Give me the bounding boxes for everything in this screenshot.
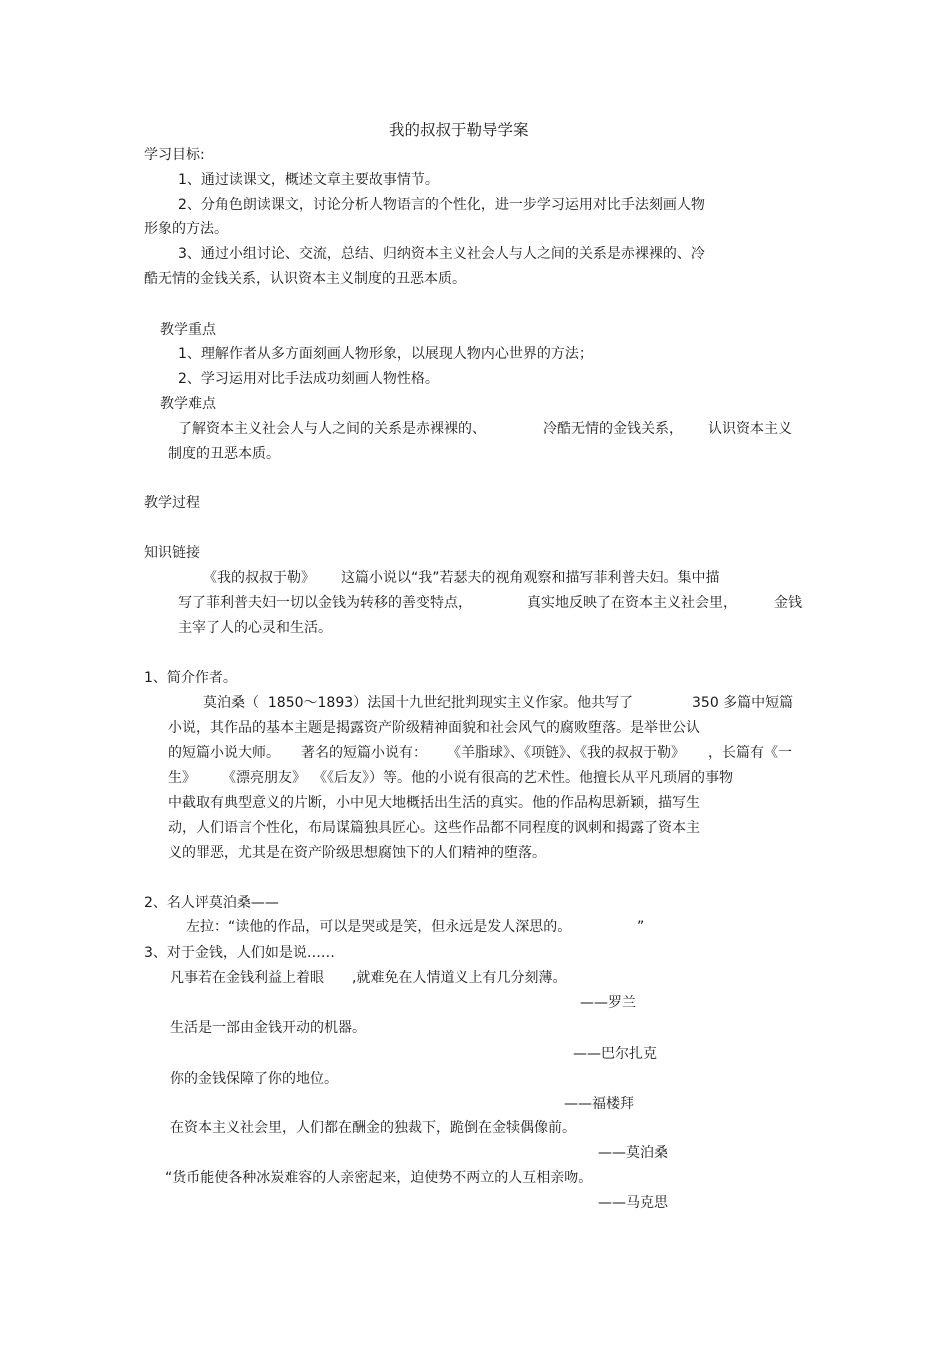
key-point-2: 2、学习运用对比手法成功刻画人物性格。	[178, 371, 439, 387]
knowledge-line-2c: 金钱	[774, 595, 802, 611]
goal-item-2-line-1: 2、分角色朗读课文，讨论分析人物语言的个性化，进一步学习运用对比手法刻画人物	[178, 197, 705, 213]
quote-4-author: ——莫泊桑	[598, 1145, 668, 1161]
quote-1a: 凡事若在金钱利益上着眼	[170, 970, 324, 986]
goal-item-2-line-2: 形象的方法。	[144, 221, 228, 237]
author-line-3a: 的短篇小说大师。	[168, 745, 280, 761]
goal-item-1: 1、通过读课文，概述文章主要故事情节。	[178, 172, 439, 188]
comments-heading: 2、名人评莫泊桑——	[144, 895, 279, 911]
author-line-6: 动，人们语言个性化，布局谋篇独具匠心。这些作品都不同程度的讽刺和揭露了资本主	[168, 820, 700, 836]
author-line-5: 中截取有典型意义的片断，小中见大地概括出生活的真实。他的作品构思新颖，描写生	[168, 795, 700, 811]
quote-2-author: ——巴尔扎克	[573, 1046, 657, 1062]
author-line-2: 小说，其作品的基本主题是揭露资产阶级精神面貌和社会风气的腐败堕落。是举世公认	[168, 720, 700, 736]
knowledge-line-3: 主宰了人的心灵和生活。	[178, 620, 332, 636]
difficulties-line-1c: 认识资本主义	[708, 421, 792, 437]
author-line-3d: ，长篇有《一	[708, 745, 792, 761]
goal-item-3-line-1: 3、通过小组讨论、交流，总结、归纳资本主义社会人与人之间的关系是赤裸裸的、冷	[178, 246, 705, 262]
author-line-1a: 莫泊桑（ 1850～1893）法国十九世纪批判现实主义作家。他共写了	[203, 695, 634, 711]
quote-1b: ,就难免在人情道义上有几分刻薄。	[352, 970, 567, 986]
quote-1-author: ——罗兰	[580, 995, 636, 1011]
author-heading: 1、简介作者。	[144, 670, 237, 686]
process-heading: 教学过程	[144, 495, 200, 511]
key-points-heading: 教学重点	[160, 322, 216, 338]
money-heading: 3、对于金钱，人们如是说……	[144, 945, 335, 961]
author-line-3c: 《羊脂球》、《项链》、《我的叔叔于勒》	[447, 745, 685, 761]
difficulties-heading: 教学难点	[160, 396, 216, 412]
quote-5: “货币能使各种冰炭难容的人亲密起来，迫使势不两立的人互相亲吻。	[165, 1170, 593, 1186]
difficulties-line-1b: 冷酷无情的金钱关系，	[543, 421, 683, 437]
quote-4: 在资本主义社会里，人们都在酬金的独裁下，跪倒在金犊偶像前。	[170, 1120, 576, 1136]
quote-3: 你的金钱保障了你的地位。	[170, 1071, 338, 1087]
difficulties-line-2: 制度的丑恶本质。	[168, 446, 280, 462]
knowledge-line-2a: 写了菲利普夫妇一切以金钱为转移的善变特点，	[178, 595, 472, 611]
goals-heading: 学习目标:	[144, 147, 205, 163]
knowledge-line-1b: 这篇小说以“我”若瑟夫的视角观察和描写菲利普夫妇。集中描	[341, 570, 720, 586]
quote-3-author: ——福楼拜	[564, 1096, 634, 1112]
page-title: 我的叔叔于勒导学案	[389, 121, 529, 139]
quote-2: 生活是一部由金钱开动的机器。	[170, 1020, 366, 1036]
author-line-7: 义的罪恶，尤其是在资产阶级思想腐蚀下的人们精神的堕落。	[168, 845, 546, 861]
knowledge-line-1a: 《我的叔叔于勒》	[203, 570, 315, 586]
author-line-1b: 350 多篇中短篇	[692, 695, 794, 711]
author-line-3b: 著名的短篇小说有：	[301, 745, 427, 761]
zola-quote-close: ”	[637, 919, 645, 935]
key-point-1: 1、理解作者从多方面刻画人物形象，以展现人物内心世界的方法；	[178, 346, 593, 362]
goal-item-3-line-2: 酷无情的金钱关系，认识资本主义制度的丑恶本质。	[144, 271, 466, 287]
knowledge-line-2b: 真实地反映了在资本主义社会里，	[527, 595, 737, 611]
author-line-4b: 《漂亮朋友》	[222, 770, 306, 786]
quote-5-author: ——马克思	[598, 1195, 668, 1211]
zola-quote: 左拉：“读他的作品，可以是哭或是笑，但永远是发人深思的。	[186, 919, 572, 935]
author-line-4a: 生》	[168, 770, 196, 786]
difficulties-line-1a: 了解资本主义社会人与人之间的关系是赤裸裸的、	[178, 421, 486, 437]
author-line-4c: 《《后友》）等。他的小说有很高的艺术性。他擅长从平凡琐屑的事物	[313, 770, 733, 786]
knowledge-heading: 知识链接	[144, 545, 200, 561]
